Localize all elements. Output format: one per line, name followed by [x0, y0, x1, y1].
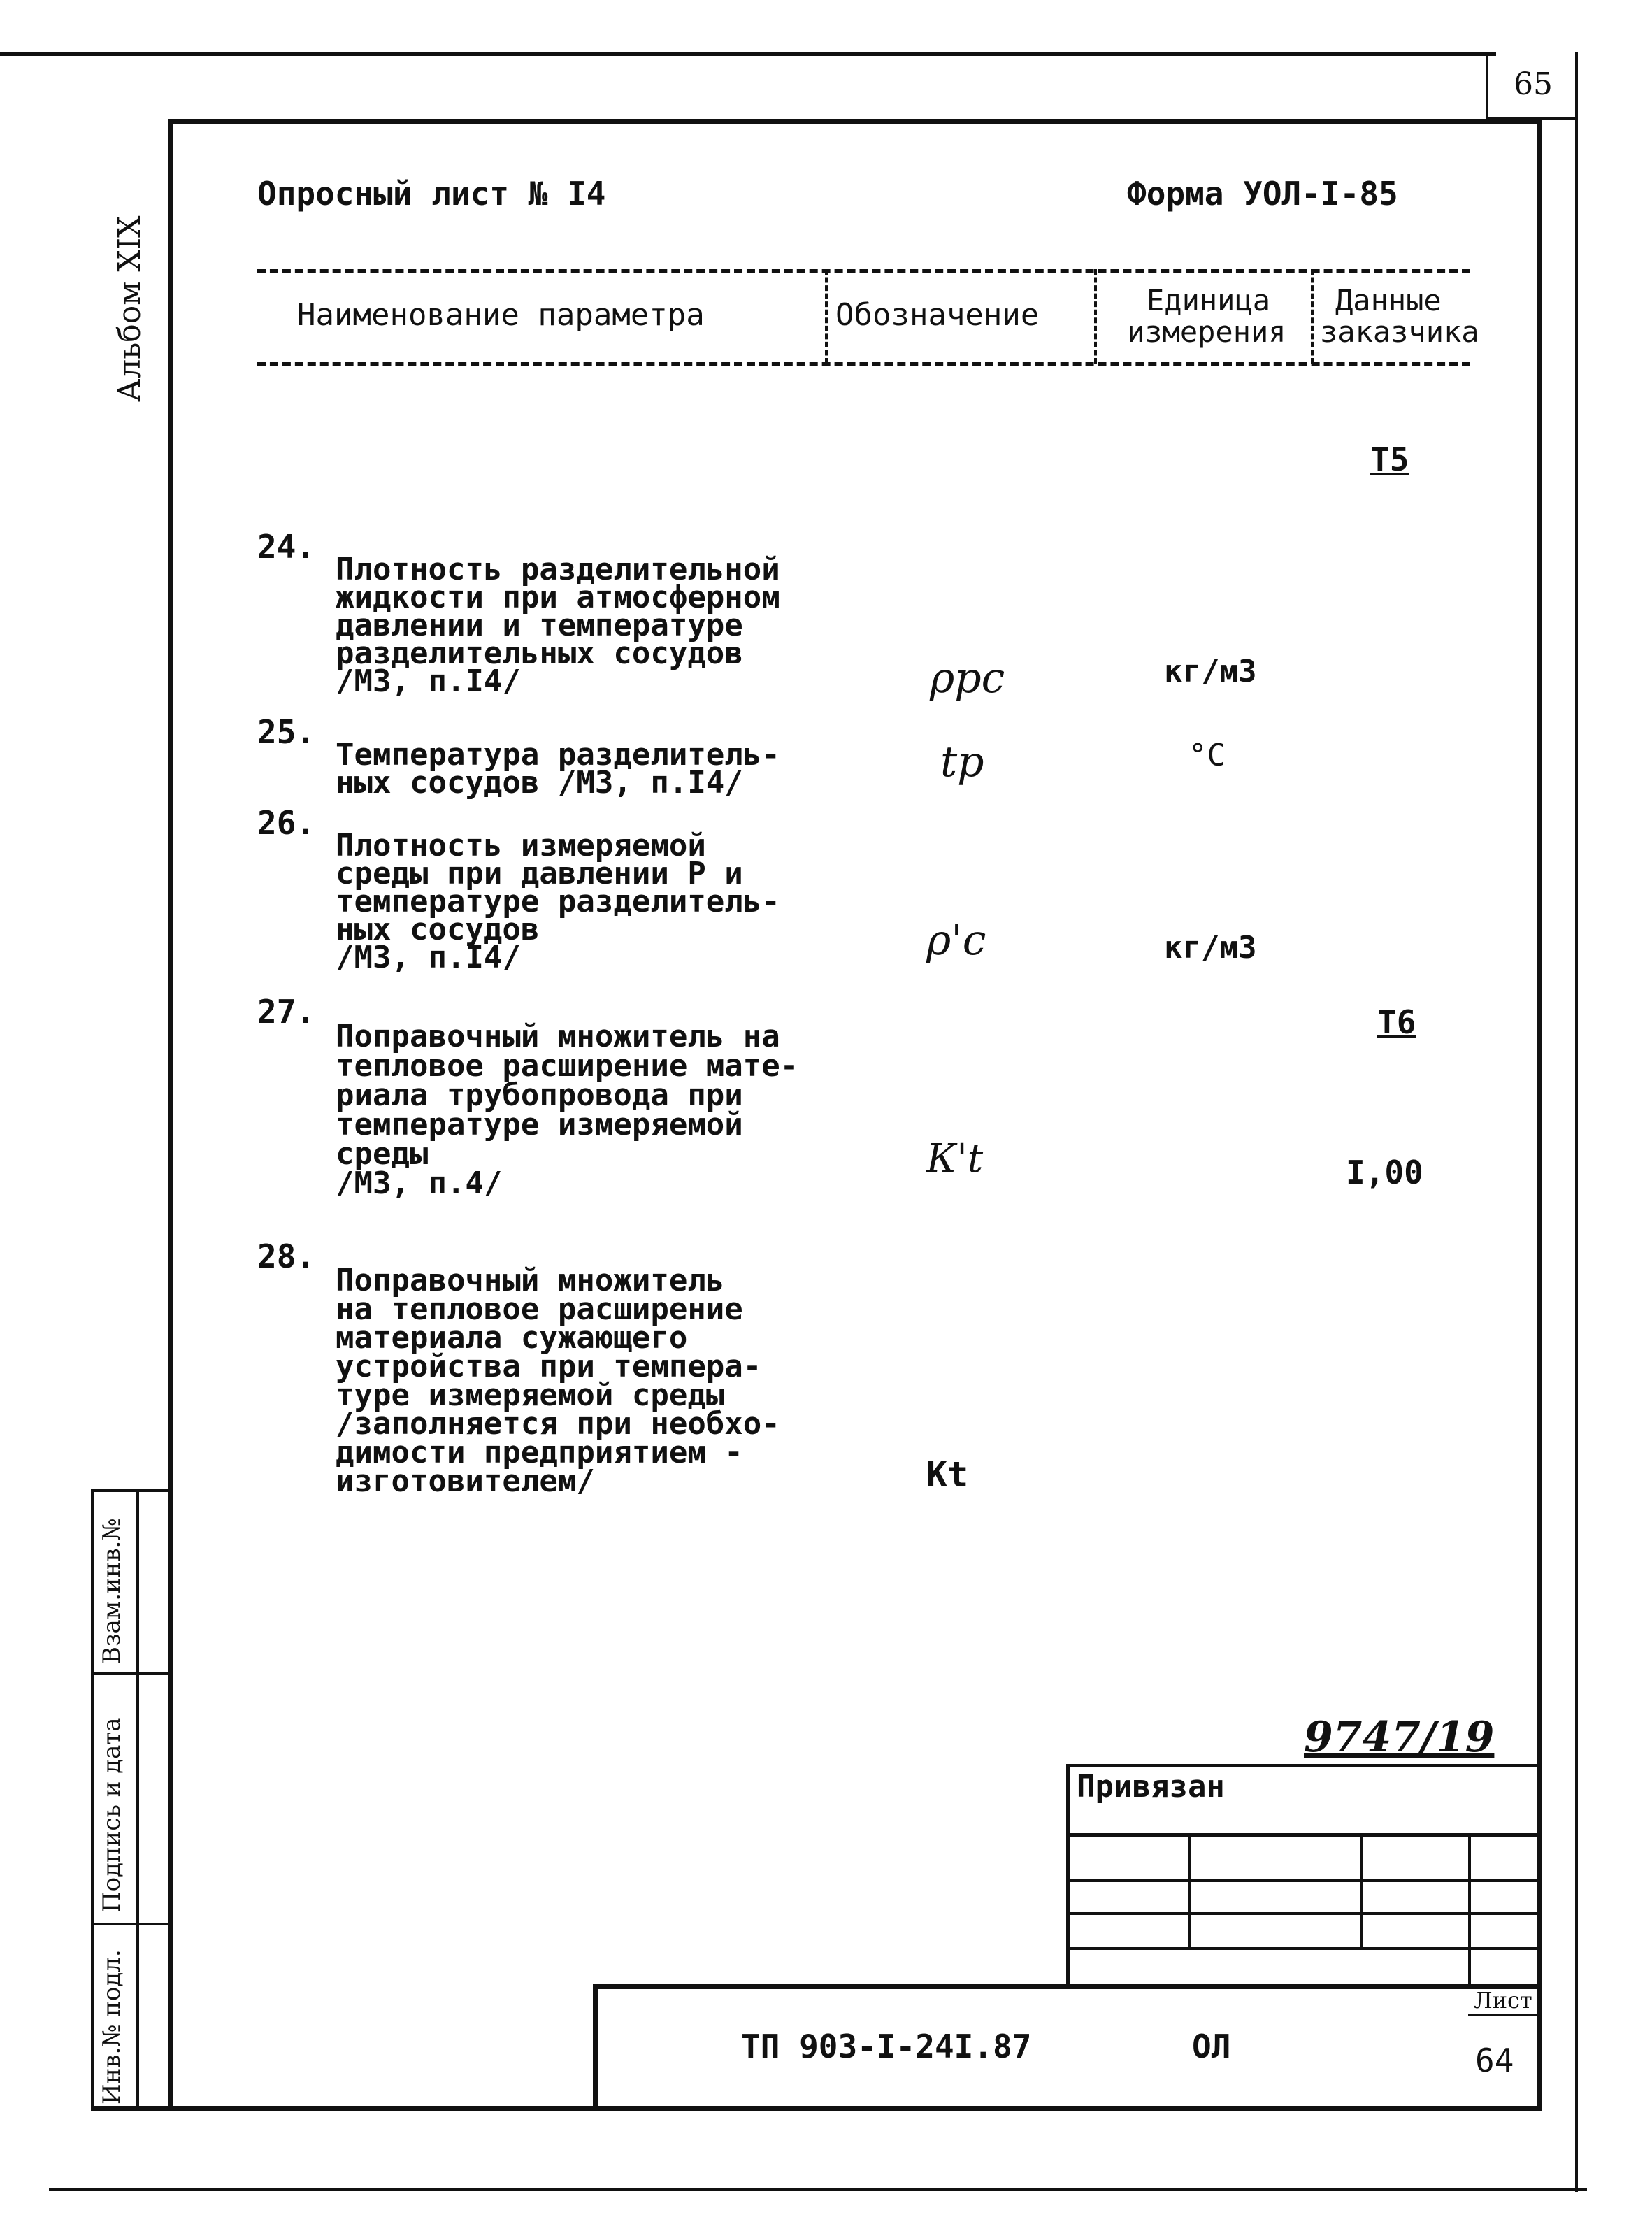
- item-25-text: [336, 713, 780, 801]
- page-number-box-left: [1486, 52, 1488, 119]
- page-number: 65: [1514, 66, 1553, 102]
- item-27-text: [336, 993, 799, 1201]
- item-26-line: Плотность измеряемой: [336, 828, 706, 863]
- side-stamp-replace-inv: Взам.инв.№: [98, 1518, 126, 1664]
- item-28-text: [336, 1238, 780, 1499]
- doc-type: ОЛ: [1192, 2028, 1231, 2065]
- header-bottom-dash: [257, 362, 1470, 366]
- item-26-unit: кг/м3: [1164, 930, 1257, 966]
- col-header-data-1: Данные: [1335, 283, 1442, 317]
- item-26-number: 26.: [257, 804, 316, 842]
- item-24-number: 24.: [257, 528, 316, 566]
- title-block-left: [593, 1984, 598, 2111]
- item-28-line: изготовителем/: [336, 1463, 595, 1499]
- side-stamp-inner: [136, 1489, 139, 2111]
- item-27-number: 27.: [257, 993, 316, 1031]
- col-header-unit-2: измерения: [1127, 315, 1286, 349]
- handwritten-number: 9747/19: [1304, 1713, 1495, 1762]
- item-24-line: Плотность разделительной: [336, 552, 780, 587]
- col-header-symbol: Обозначение: [835, 297, 1040, 333]
- page-number-box-right: [1575, 52, 1578, 2192]
- sheet-title: Опросный лист № I4: [257, 175, 606, 213]
- frame-top: [168, 119, 1542, 124]
- form-code: Форма УОЛ-I-85: [1127, 175, 1398, 213]
- binding-box-left: [1066, 1764, 1070, 1986]
- item-27-line: риала трубопровода при: [336, 1077, 743, 1113]
- item-27-line: /МЗ, п.4/: [336, 1165, 503, 1201]
- item-26-text: [336, 804, 780, 975]
- sheet-number: 64: [1475, 2042, 1514, 2079]
- item-24-text: [336, 528, 780, 699]
- side-stamp-sep-1: [91, 1672, 173, 1675]
- col-header-name: Наименование параметра: [297, 297, 705, 333]
- item-25-number: 25.: [257, 713, 316, 751]
- side-stamp-original-inv: Инв.№ подл.: [98, 1949, 126, 2104]
- item-24-line: разделительных сосудов: [336, 636, 743, 671]
- binding-col-2: [1360, 1833, 1363, 1949]
- bottom-rule: [49, 2188, 1587, 2191]
- title-block-top: [593, 1984, 1542, 1989]
- mark-t5: Т5: [1370, 440, 1409, 478]
- album-label: Альбом XIX: [112, 215, 148, 402]
- item-28-symbol: Кt: [926, 1454, 969, 1495]
- top-rule: [0, 52, 1496, 56]
- item-24-line: давлении и температуре: [336, 608, 743, 643]
- item-26-symbol: ρ'с: [926, 916, 986, 965]
- item-27-line: среды: [336, 1136, 429, 1172]
- item-24-line: жидкости при атмосферном: [336, 580, 780, 615]
- binding-label: Привязан: [1077, 1769, 1225, 1805]
- item-28-line: туре измеряемой среды: [336, 1377, 725, 1413]
- item-25-line: ных сосудов /МЗ, п.I4/: [336, 765, 743, 801]
- item-28-line: Поправочный множитель: [336, 1263, 725, 1298]
- item-25-symbol: tр: [940, 738, 984, 787]
- frame-left: [168, 119, 173, 2111]
- item-27-line: Поправочный множитель на: [336, 1019, 780, 1054]
- item-27-value: I,00: [1346, 1154, 1423, 1191]
- title-block-sheet-sep: [1468, 2014, 1542, 2016]
- item-28-line: димости предприятием -: [336, 1435, 743, 1470]
- item-27-line: температуре измеряемой: [336, 1107, 743, 1142]
- item-28-number: 28.: [257, 1238, 316, 1275]
- doc-code: ТП 903-I-24I.87: [741, 2028, 1032, 2065]
- frame-bottom: [91, 2106, 1542, 2111]
- header-col-sep-3: [1311, 269, 1314, 364]
- item-28-line: /заполняется при необхо-: [336, 1406, 780, 1442]
- sheet-label: Лист: [1474, 1987, 1532, 2014]
- mark-t6: Т6: [1377, 1003, 1416, 1041]
- item-26-line: среды при давлении Р и: [336, 856, 743, 891]
- item-24-line: /МЗ, п.I4/: [336, 663, 521, 699]
- item-24-unit: кг/м3: [1164, 654, 1257, 689]
- item-26-line: температуре разделитель-: [336, 884, 780, 919]
- item-25-unit: °С: [1188, 738, 1226, 773]
- frame-right: [1537, 119, 1542, 2111]
- header-col-sep-1: [825, 269, 828, 364]
- side-stamp-left: [91, 1489, 94, 2111]
- item-27-line: тепловое расширение мате-: [336, 1048, 799, 1084]
- side-stamp-top: [91, 1489, 173, 1492]
- side-stamp-sep-2: [91, 1923, 173, 1925]
- binding-box-top: [1066, 1764, 1542, 1767]
- header-col-sep-2: [1094, 269, 1097, 364]
- side-stamp-signature-date: Подпись и дата: [98, 1717, 126, 1912]
- col-header-data-2: заказчика: [1320, 315, 1479, 349]
- item-28-line: устройства при темпера-: [336, 1349, 762, 1384]
- item-27-symbol: К't: [926, 1136, 984, 1182]
- header-top-dash: [257, 269, 1470, 273]
- item-26-line: /МЗ, п.I4/: [336, 940, 521, 975]
- item-28-line: на тепловое расширение: [336, 1291, 743, 1327]
- item-28-line: материала сужающего: [336, 1320, 688, 1356]
- col-header-unit-1: Единица: [1147, 283, 1271, 317]
- item-24-symbol: ρрс: [930, 654, 1005, 703]
- binding-col-1: [1188, 1833, 1191, 1949]
- binding-col-3: [1468, 1833, 1471, 1986]
- item-26-line: ных сосудов: [336, 912, 540, 947]
- item-25-line: Температура разделитель-: [336, 737, 780, 773]
